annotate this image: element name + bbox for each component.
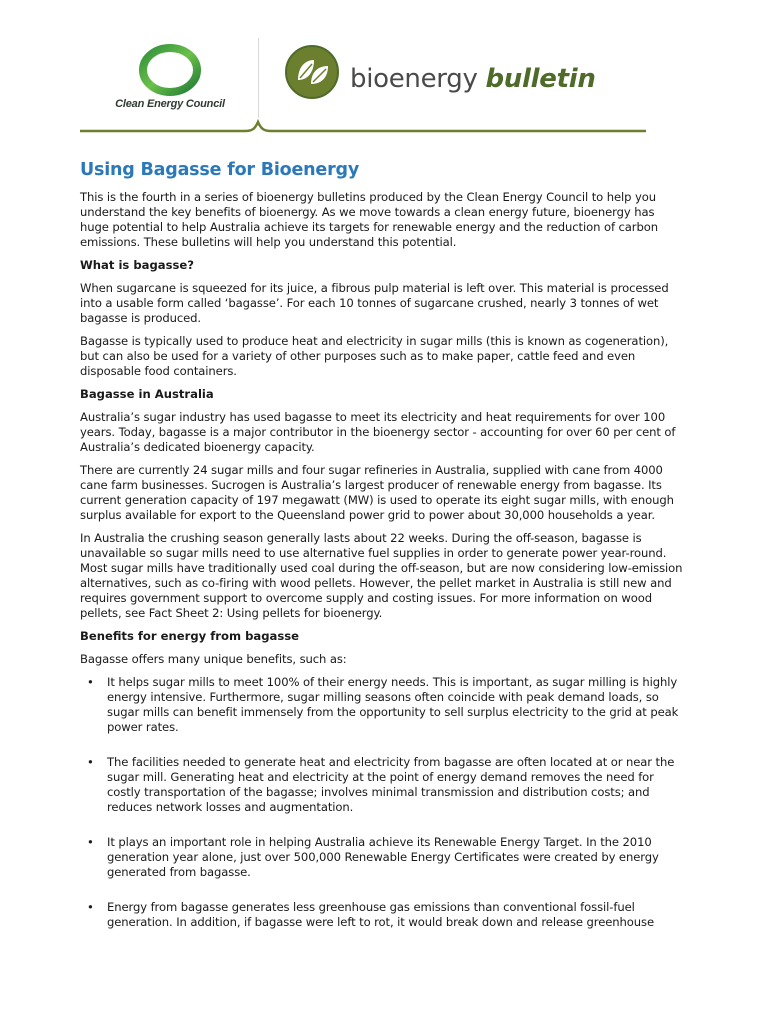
bulletin-title-part2: bulletin bbox=[485, 64, 596, 94]
paragraph: Bagasse offers many unique benefits, such as: bbox=[80, 652, 347, 666]
section-heading-bagasse-in-australia: Bagasse in Australia bbox=[80, 387, 214, 401]
list-item bbox=[80, 755, 686, 815]
paragraph: Bagasse is typically used to produce heat and electricity in sugar mills (this is known as cogeneration), but can also be used for a variety of other purposes such as to make paper, cattle feed and even disposable food containers. bbox=[80, 334, 669, 378]
intro-paragraph: This is the fourth in a series of bioenergy bulletins produced by the Clean Energy Council to help you understand the key benefits of bioenergy. As we move towards a clean energy future, bioenergy has huge potential to help Australia achieve its targets for renewable energy and the reduction of carbon emissions. These bulletins will help you understand this potential. bbox=[80, 190, 658, 249]
list-item bbox=[80, 835, 686, 880]
cec-ring-icon bbox=[137, 44, 203, 96]
paragraph: When sugarcane is squeezed for its juice, a fibrous pulp material is left over. This material is processed into a usable form called ‘bagasse’. For each 10 tonnes of sugarcane crushed, nearly 3 tonnes of wet bagasse is produced. bbox=[80, 281, 669, 325]
list-item-text: It plays an important role in helping Australia achieve its Renewable Energy Target. In the 2010 generation year alone, just over 500,000 Renewable Energy Certificates were created by energy generated from bagasse. bbox=[107, 835, 659, 879]
list-item-text: It helps sugar mills to meet 100% of their energy needs. This is important, as sugar milling is highly energy intensive. Furthermore, sugar milling seasons often coincide with peak demand loads, so sugar mills can benefit immensely from the opportunity to sell surplus electricity to the grid at peak power rates. bbox=[107, 675, 679, 734]
list-item bbox=[80, 675, 686, 735]
benefits-list bbox=[80, 675, 686, 930]
bulletin-title bbox=[350, 64, 596, 94]
paragraph: Australia’s sugar industry has used bagasse to meet its electricity and heat requirements for over 100 years. Today, bagasse is a major contributor in the bioenergy sector - accounting for over 60 per cent of Australia’s dedicated bioenergy capacity. bbox=[80, 410, 676, 454]
list-item-text: The facilities needed to generate heat and electricity from bagasse are often located at or near the sugar mill. Generating heat and electricity at the point of energy demand removes the need for costly transportation of the bagasse; involves minimal transmission and distribution costs; and reduces network losses and augmentation. bbox=[107, 755, 675, 814]
article-title: Using Bagasse for Bioenergy bbox=[80, 160, 360, 180]
bullet-icon: • bbox=[87, 900, 94, 914]
cec-org-name: Clean Energy Council bbox=[115, 98, 225, 110]
bullet-icon: • bbox=[87, 675, 94, 689]
section-heading-benefits: Benefits for energy from bagasse bbox=[80, 629, 299, 643]
list-item-text: Energy from bagasse generates less greenhouse gas emissions than conventional fossil-fuel generation. In addition, if bagasse were left to rot, it would break down and release greenhouse bbox=[107, 900, 654, 929]
paragraph: There are currently 24 sugar mills and four sugar refineries in Australia, supplied with cane from 4000 cane farm businesses. Sucrogen is Australia’s largest producer of renewable energy from bagasse. Its current generation capacity of 197 megawatt (MW) is used to operate its eight sugar mills, with enough surplus available for export to the Queensland power grid to power about 30,000 households a year. bbox=[80, 463, 674, 522]
leaf-logo-icon bbox=[284, 44, 340, 100]
header-rule bbox=[80, 116, 646, 136]
clean-energy-council-logo bbox=[110, 44, 230, 116]
header-divider bbox=[258, 38, 259, 118]
bulletin-title-part1: bioenergy bbox=[350, 64, 478, 94]
list-item bbox=[80, 900, 686, 930]
paragraph: In Australia the crushing season generally lasts about 22 weeks. During the off-season, bagasse is unavailable so sugar mills need to use alternative fuel supplies in order to generate power year-round. Most sugar mills have traditionally used coal during the off-season, but are now considering low-emission alternatives, such as co-firing with wood pellets. However, the pellet market in Australia is still new and requires government support to overcome supply and costing issues. For more information on wood pellets, see Fact Sheet 2: Using pellets for bioenergy. bbox=[80, 531, 683, 620]
section-heading-what-is-bagasse: What is bagasse? bbox=[80, 258, 194, 272]
article bbox=[80, 160, 686, 950]
bullet-icon: • bbox=[87, 755, 94, 769]
bullet-icon: • bbox=[87, 835, 94, 849]
